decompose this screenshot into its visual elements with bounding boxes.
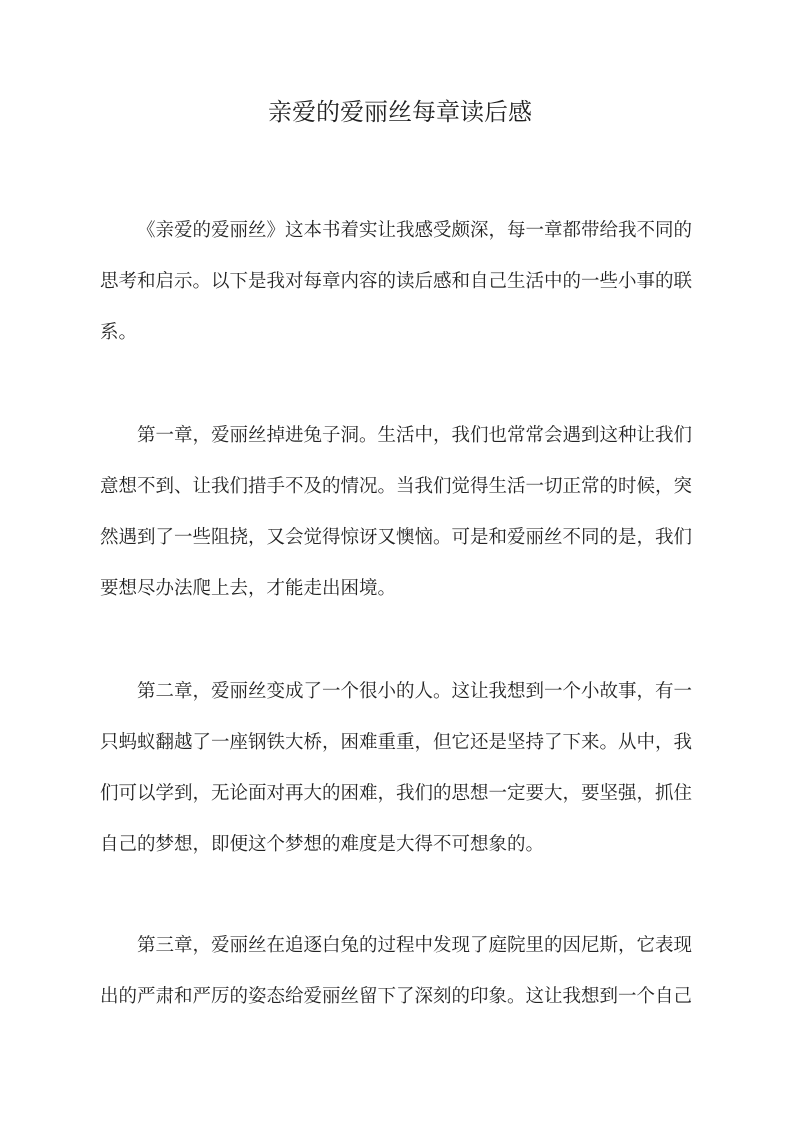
paragraph-line: 意想不到、让我们措手不及的情况。当我们觉得生活一切正常的时候，突	[100, 476, 693, 497]
paragraph-line: 第三章，爱丽丝在追逐白兔的过程中发现了庭院里的因尼斯，它表现	[137, 935, 693, 956]
paragraph-chapter-1	[100, 410, 700, 614]
page-title: 亲爱的爱丽丝每章读后感	[268, 98, 532, 126]
paragraph-line: 第二章，爱丽丝变成了一个很小的人。这让我想到一个小故事，有一	[137, 681, 693, 702]
paragraph-line: 自己的梦想，即便这个梦想的难度是大得不可想象的。	[100, 834, 545, 855]
paragraph-line: 只蚂蚁翻越了一座钢铁大桥，困难重重，但它还是坚持了下来。从中，我	[100, 732, 693, 753]
paragraph-line: 第一章，爱丽丝掉进兔子洞。生活中，我们也常常会遇到这种让我们	[137, 425, 693, 446]
paragraph-line: 系。	[100, 322, 138, 343]
paragraph-line: 然遇到了一些阻挠，又会觉得惊讶又懊恼。可是和爱丽丝不同的是，我们	[100, 527, 693, 548]
paragraph-line: 思考和启示。以下是我对每章内容的读后感和自己生活中的一些小事的联	[100, 271, 693, 292]
paragraph-line: 《亲爱的爱丽丝》这本书着实让我感受颇深，每一章都带给我不同的	[137, 220, 693, 241]
paragraph-line: 要想尽办法爬上去，才能走出困境。	[100, 578, 397, 599]
paragraph-line: 们可以学到，无论面对再大的困难，我们的思想一定要大，要坚强，抓住	[100, 783, 693, 804]
paragraph-line: 出的严肃和严厉的姿态给爱丽丝留下了深刻的印象。这让我想到一个自己	[100, 986, 693, 1007]
paragraph-chapter-2	[100, 666, 700, 870]
paragraph-chapter-3	[100, 920, 700, 1022]
paragraph-intro	[100, 205, 700, 358]
